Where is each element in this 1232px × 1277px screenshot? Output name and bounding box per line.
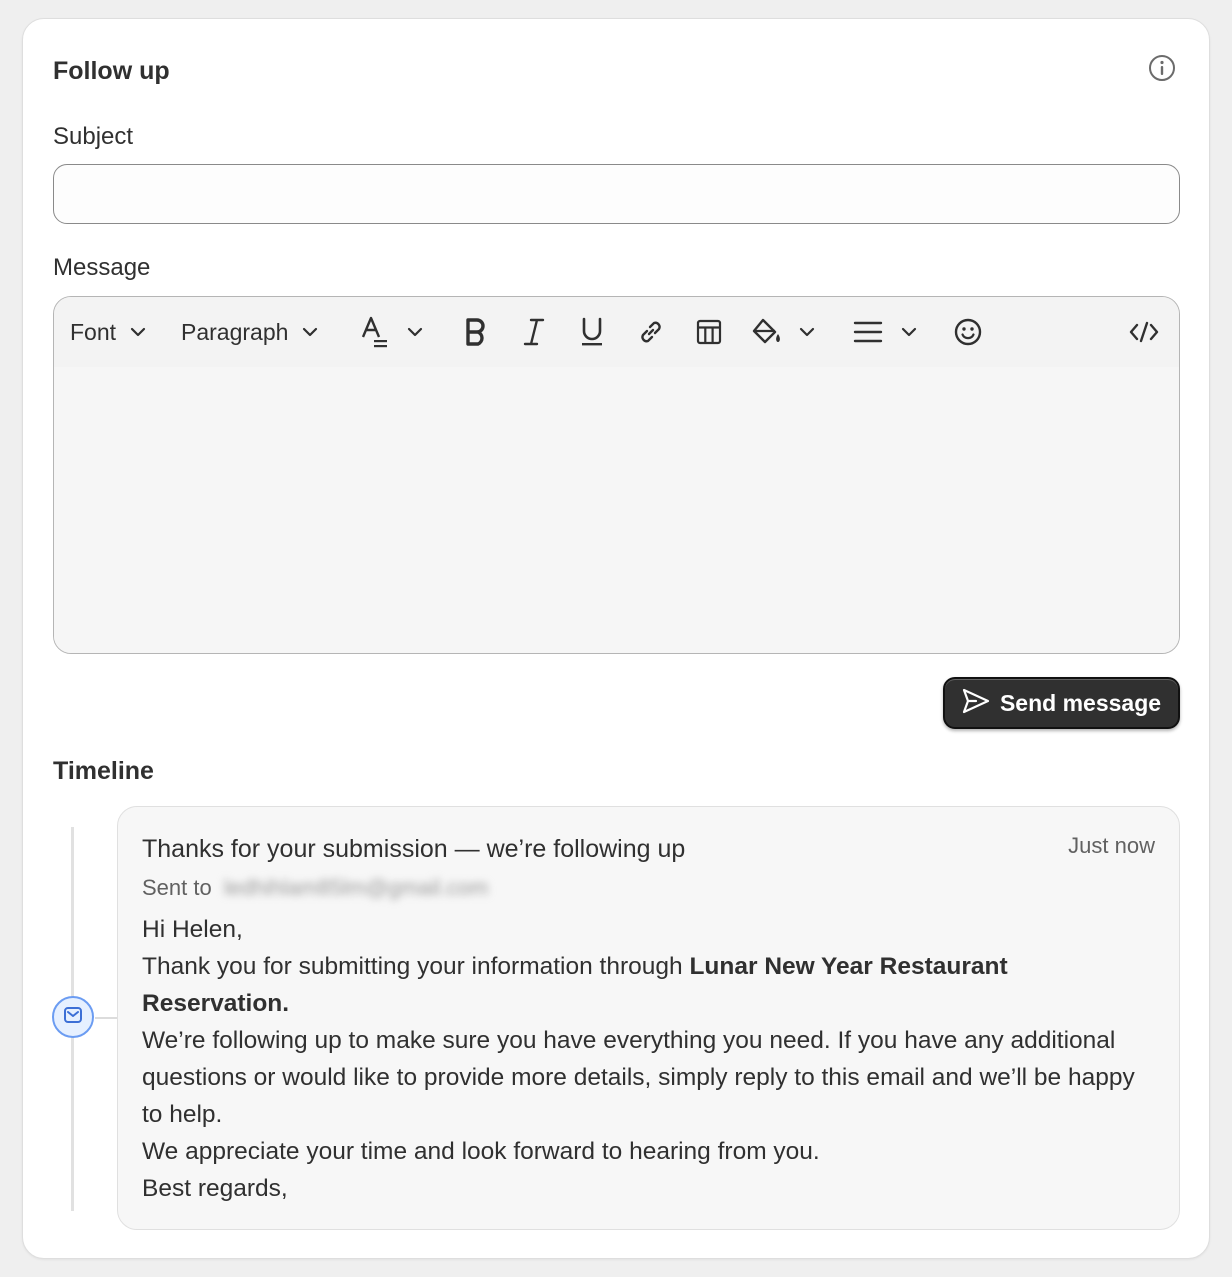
message-greeting: Hi Helen,	[142, 916, 243, 943]
event-recipient	[142, 875, 488, 901]
follow-up-card	[22, 18, 1210, 1259]
timeline-event	[117, 806, 1180, 1230]
message-editor	[53, 296, 1180, 654]
paragraph-dropdown-label: Paragraph	[181, 318, 289, 345]
fill-color-button[interactable]	[751, 297, 817, 367]
emoji-icon	[953, 317, 983, 347]
event-subject: Thanks for your submission — we’re following up	[142, 835, 686, 863]
chevron-down-icon	[405, 322, 425, 342]
message-line-1-end: .	[282, 990, 290, 1017]
link-button[interactable]	[636, 297, 666, 367]
send-message-label: Send message	[999, 689, 1162, 716]
sent-to-prefix: Sent to	[142, 875, 212, 900]
send-message-button[interactable]	[943, 677, 1180, 729]
chevron-down-icon	[797, 322, 817, 342]
timeline-title: Timeline	[53, 757, 154, 785]
message-closing: Best regards,	[142, 1175, 288, 1202]
text-color-icon	[359, 315, 389, 349]
message-label: Message	[53, 254, 151, 281]
event-message-body	[142, 911, 1142, 1207]
align-button[interactable]	[853, 297, 919, 367]
underline-button[interactable]	[579, 297, 605, 367]
send-icon	[962, 688, 990, 719]
paragraph-dropdown[interactable]	[181, 297, 320, 367]
subject-label: Subject	[53, 123, 134, 150]
table-icon	[695, 318, 723, 346]
link-icon	[636, 317, 666, 347]
message-line-2: We’re following up to make sure you have everything you need. If you have any additional questions or would like to provide more details, simply reply to this email and we’ll be happy to help.	[142, 1027, 1135, 1128]
chevron-down-icon	[300, 322, 320, 342]
subject-input[interactable]	[53, 164, 1180, 224]
timeline-dot	[52, 996, 94, 1038]
message-body-input[interactable]	[54, 367, 1179, 653]
code-view-button[interactable]	[1128, 297, 1160, 367]
email-icon	[63, 1006, 83, 1029]
text-color-button[interactable]	[359, 297, 425, 367]
editor-toolbar	[54, 297, 1179, 367]
italic-icon	[521, 317, 547, 347]
emoji-button[interactable]	[953, 297, 983, 367]
align-icon	[853, 319, 883, 345]
form-name: Lunar New Year Restaurant Reservation	[142, 953, 1008, 1017]
event-timestamp: Just now	[1068, 833, 1155, 858]
chevron-down-icon	[899, 322, 919, 342]
message-line-3: We appreciate your time and look forward to hearing from you.	[142, 1138, 820, 1165]
font-dropdown[interactable]	[70, 297, 148, 367]
message-line-1	[142, 948, 1142, 1022]
underline-icon	[579, 316, 605, 348]
bold-icon	[463, 317, 489, 347]
card-title: Follow up	[53, 57, 170, 85]
info-icon[interactable]	[1147, 53, 1177, 83]
italic-button[interactable]	[521, 297, 547, 367]
chevron-down-icon	[128, 322, 148, 342]
fill-color-icon	[751, 317, 783, 347]
table-button[interactable]	[695, 297, 723, 367]
message-line-1-text: Thank you for submitting your information through	[142, 953, 690, 980]
font-dropdown-label: Font	[70, 318, 117, 345]
bold-button[interactable]	[463, 297, 489, 367]
code-icon	[1128, 318, 1160, 346]
recipient-email: ledhihlam85lm@gmail.com	[223, 875, 489, 900]
timeline-connector	[95, 1017, 117, 1019]
